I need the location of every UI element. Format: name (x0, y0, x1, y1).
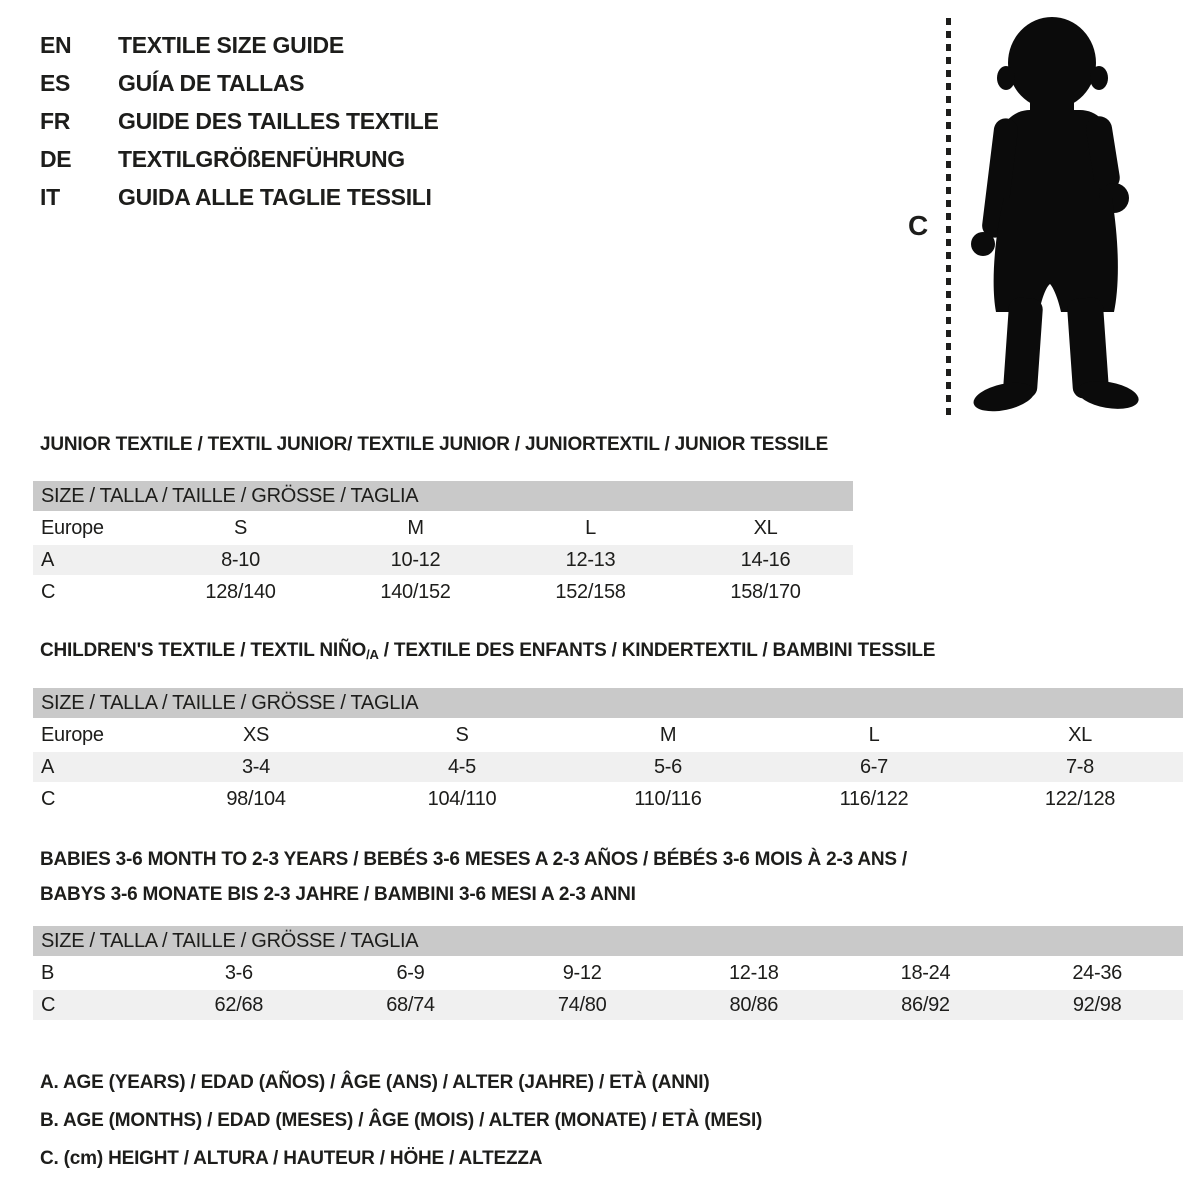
language-title: TEXTILE SIZE GUIDE (118, 32, 344, 58)
table-row-age-months (33, 958, 1183, 988)
size-cell: 62/68 (153, 990, 325, 1020)
size-header: SIZE / TALLA / TAILLE / GRÖSSE / TAGLIA (33, 926, 1183, 956)
size-cell: 9-12 (562, 962, 602, 984)
table-row-europe (33, 513, 853, 543)
size-cell: 158/170 (730, 581, 801, 603)
size-cell: 98/104 (226, 788, 286, 810)
size-cell: 8-10 (153, 545, 328, 575)
size-cell: 5-6 (565, 752, 771, 782)
row-label: C (33, 990, 153, 1020)
size-cell: 104/110 (427, 788, 497, 810)
language-title: GUIDE DES TAILLES TEXTILE (118, 108, 439, 134)
language-code: EN (40, 32, 72, 58)
children-title-subscript: /A (366, 647, 379, 662)
language-title: TEXTILGRÖßENFÜHRUNG (118, 146, 405, 172)
size-header-row (33, 926, 1183, 956)
size-cell: 68/74 (325, 990, 497, 1020)
size-cell: 18-24 (900, 962, 951, 984)
size-cell: 24-36 (1072, 962, 1122, 984)
size-cell: 6-9 (396, 962, 425, 984)
size-cell: 12-13 (503, 545, 678, 575)
row-label: Europe (41, 517, 104, 539)
size-cell: 10-12 (328, 545, 503, 575)
babies-title-line2: BABYS 3-6 MONATE BIS 2-3 JAHRE / BAMBINI 3-6 MESI A 2-3 ANNI (40, 884, 636, 905)
table-row-age-years (33, 752, 1183, 782)
size-cell: 3-4 (153, 752, 359, 782)
size-cell: 152/158 (555, 581, 626, 603)
babies-title-line1: BABIES 3-6 MONTH TO 2-3 YEARS / BEBÉS 3-6 MESES A 2-3 AÑOS / BÉBÉS 3-6 MOIS À 2-3 ANS / (40, 849, 908, 870)
size-cell: 86/92 (840, 990, 1012, 1020)
legend-age-years: A. AGE (YEARS) / EDAD (AÑOS) / ÂGE (ANS) / ALTER (JAHRE) / ETÀ (ANNI) (40, 1072, 710, 1093)
legend-height-cm: C. (cm) HEIGHT / ALTURA / HAUTEUR / HÖHE / ALTEZZA (40, 1148, 543, 1169)
babies-section-title (40, 842, 907, 912)
language-title: GUÍA DE TALLAS (118, 70, 305, 96)
size-cell: S (455, 724, 469, 746)
language-row-fr (40, 104, 439, 142)
size-cell: 74/80 (496, 990, 668, 1020)
size-cell: L (868, 724, 880, 746)
size-cell: 6-7 (771, 752, 977, 782)
size-cell: 122/128 (1044, 788, 1116, 810)
size-header-row (33, 481, 853, 511)
size-cell: XL (1068, 724, 1092, 746)
language-code: IT (40, 184, 60, 210)
language-code: ES (40, 70, 71, 96)
size-cell: 140/152 (380, 581, 451, 603)
junior-size-table (33, 479, 853, 609)
language-row-es (40, 66, 439, 104)
table-row-height-cm (33, 990, 1183, 1020)
language-code: DE (40, 146, 72, 172)
size-cell: 14-16 (678, 545, 853, 575)
language-title: GUIDA ALLE TAGLIE TESSILI (118, 184, 432, 210)
table-row-height-cm (33, 784, 1183, 814)
row-label: A (33, 545, 153, 575)
size-cell: 4-5 (359, 752, 565, 782)
size-header-row (33, 688, 1183, 718)
language-row-en (40, 28, 439, 66)
size-cell: 92/98 (1011, 990, 1183, 1020)
size-header: SIZE / TALLA / TAILLE / GRÖSSE / TAGLIA (33, 481, 853, 511)
children-section-title (40, 640, 935, 662)
size-cell: 3-6 (224, 962, 253, 984)
size-cell: 12-18 (728, 962, 779, 984)
children-title-part2: / TEXTILE DES ENFANTS / KINDERTEXTIL / BAMBINI TESSILE (378, 640, 936, 661)
size-cell: L (585, 517, 596, 539)
size-cell: 80/86 (668, 990, 840, 1020)
size-cell: 110/116 (634, 788, 702, 810)
size-cell: XS (242, 724, 270, 746)
toddler-silhouette-icon (962, 16, 1140, 416)
legend-age-months: B. AGE (MONTHS) / EDAD (MESES) / ÂGE (MOIS) / ALTER (MONATE) / ETÀ (MESI) (40, 1110, 763, 1131)
row-label: Europe (41, 724, 104, 746)
language-title-list (40, 28, 439, 218)
size-cell: XL (753, 517, 778, 539)
height-measure-label: C (908, 210, 929, 241)
language-row-it (40, 180, 439, 218)
size-cell: M (659, 724, 677, 746)
language-code: FR (40, 108, 71, 134)
children-title-part1: CHILDREN'S TEXTILE / TEXTIL NIÑO (40, 640, 367, 661)
children-size-table (33, 686, 1183, 816)
size-cell: 128/140 (205, 581, 276, 603)
table-row-height-cm (33, 577, 853, 607)
junior-section-title: JUNIOR TEXTILE / TEXTIL JUNIOR/ TEXTILE JUNIOR / JUNIORTEXTIL / JUNIOR TESSILE (40, 434, 829, 455)
row-label: C (41, 788, 56, 810)
row-label: A (33, 752, 153, 782)
measurement-legend (40, 1064, 762, 1178)
language-row-de (40, 142, 439, 180)
row-label: C (41, 581, 56, 603)
row-label: B (41, 962, 55, 984)
size-cell: M (407, 517, 424, 539)
height-measure-dashed-line (946, 18, 951, 415)
table-row-europe (33, 720, 1183, 750)
table-row-age-years (33, 545, 853, 575)
size-cell: 7-8 (977, 752, 1183, 782)
babies-size-table (33, 924, 1183, 1022)
size-cell: S (233, 517, 248, 539)
size-cell: 116/122 (839, 788, 909, 810)
size-header: SIZE / TALLA / TAILLE / GRÖSSE / TAGLIA (33, 688, 1183, 718)
